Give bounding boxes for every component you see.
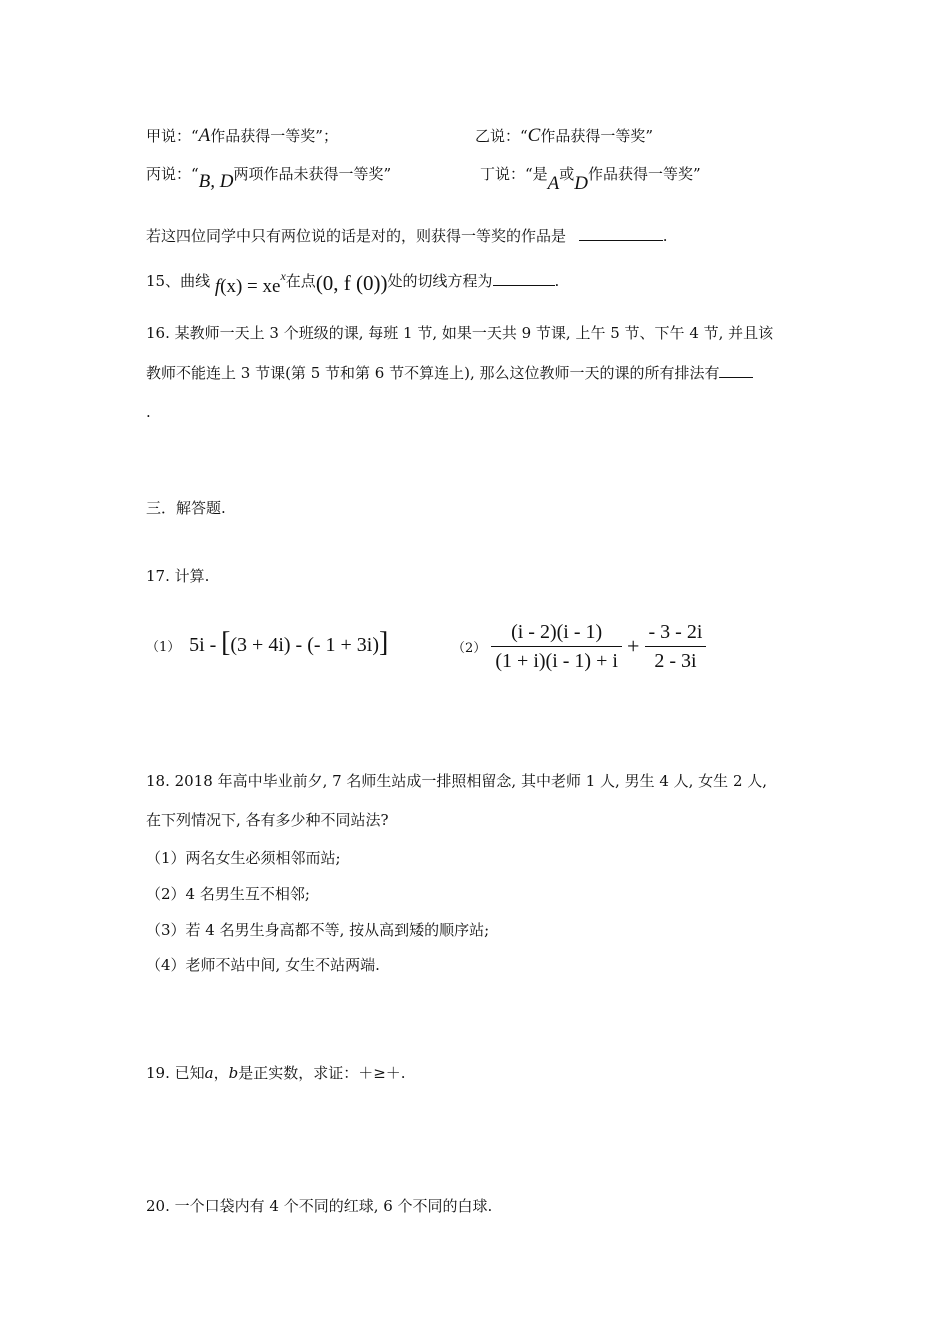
q15-func: f [214,276,221,297]
q14-ding-prefix: 丁说：“是 [480,165,548,183]
q14-ding-var1: A [547,173,560,194]
q15-question [146,266,560,297]
q14-bing-statement [146,164,392,192]
q17-title: 17. 计算. [146,567,210,585]
q17-part1-expr-a: 5i - [189,634,217,656]
q16-answer-blank[interactable] [719,363,753,378]
q14-yi-var: C [527,125,541,146]
q14-yi-suffix: 作品获得一等奖” [540,127,654,145]
q17-frac2-numerator: - 3 - 2i [645,618,707,647]
q14-bing-prefix: 丙说：“ [146,165,199,183]
q14-condition [146,226,668,246]
q17-fraction-2 [645,618,707,675]
q17-part2-label: （2） [452,641,487,656]
q14-yi-statement [475,126,653,146]
q18-line1: 18. 2018 年高中毕业前夕, 7 名师生站成一排照相留念, 其中老师 1 人, 男生 4 人, 女生 2 人, [146,772,768,790]
q17-part2 [452,618,706,675]
q15-point: (0, f (0)) [315,271,388,295]
q14-jia-prefix: 甲说：“ [146,127,199,145]
q17-frac1-numerator: (i - 2)(i - 1) [491,618,622,647]
q17-part1-label: （1） [146,640,181,655]
q14-jia-statement [146,126,338,146]
q15-func-args: (x) = xe [220,276,281,297]
q17-left-bracket: [ [221,627,231,658]
q17-fraction-1 [491,618,622,675]
q14-bing-vars: B, D [198,171,234,192]
q14-ding-or: 或 [559,165,575,183]
q14-yi-prefix: 乙说：“ [475,127,528,145]
q18-item-4: （4）老师不站中间, 女生不站两端. [146,956,380,974]
q14-bing-suffix: 两项作品未获得一等奖” [233,165,392,183]
q17-part1-expr-b: (3 + 4i) - (- 1 + 3i) [230,634,380,656]
q19-sep: ， [213,1064,229,1082]
q18-item-2: （2）4 名男生互不相邻; [146,885,310,903]
q14-ding-suffix: 作品获得一等奖” [588,165,701,183]
q19-var-b: b [228,1064,239,1082]
q14-end: . [662,227,668,245]
q19-question [146,1063,406,1083]
q14-jia-var: A [198,125,211,146]
q15-end: . [554,272,560,290]
q18-item-3: （3）若 4 名男生身高都不等, 按从高到矮的顺序站; [146,921,490,939]
q17-part1 [146,627,389,673]
q14-answer-blank[interactable] [579,226,663,241]
q17-frac1-denominator: (1 + i)(i - 1) + i [495,650,618,672]
q15-mid: 在点 [285,272,316,290]
q14-ding-var2: D [574,173,589,194]
section-3-heading: 三．解答题. [146,499,226,517]
q19-prefix: 19. 已知 [146,1064,205,1082]
q17-frac2-denominator: 2 - 3i [654,650,697,672]
q18-line2: 在下列情况下, 各有多少种不同站法? [146,811,389,829]
q15-exponent: x [280,269,286,283]
q19-var-a: a [204,1064,214,1082]
q16-line2-text: 教师不能连上 3 节课(第 5 节和第 6 节不算连上), 那么这位教师一天的课的所有排法有 [146,364,720,382]
q15-suffix: 处的切线方程为 [387,272,493,290]
q14-condition-text: 若这四位同学中只有两位说的话是对的，则获得一等奖的作品是 [146,227,567,245]
q14-ding-statement [480,164,701,194]
q16-line1: 16. 某教师一天上 3 个班级的课, 每班 1 节, 如果一天共 9 节课, 上午 5 节、下午 4 节, 并且该 [146,324,774,342]
q17-plus: + [627,633,640,659]
q16-line3: . [146,403,151,421]
q18-item-1: （1）两名女生必须相邻而站; [146,849,341,867]
q16-line2 [146,363,753,383]
q15-answer-blank[interactable] [493,271,555,286]
q19-suffix: 是正实数，求证：＋≥＋. [238,1064,406,1082]
q14-jia-suffix: 作品获得一等奖”； [210,127,338,145]
q15-prefix: 15、曲线 [146,272,211,290]
q17-right-bracket: ] [379,627,389,658]
q20-line1: 20. 一个口袋内有 4 个不同的红球, 6 个不同的白球. [146,1197,493,1215]
